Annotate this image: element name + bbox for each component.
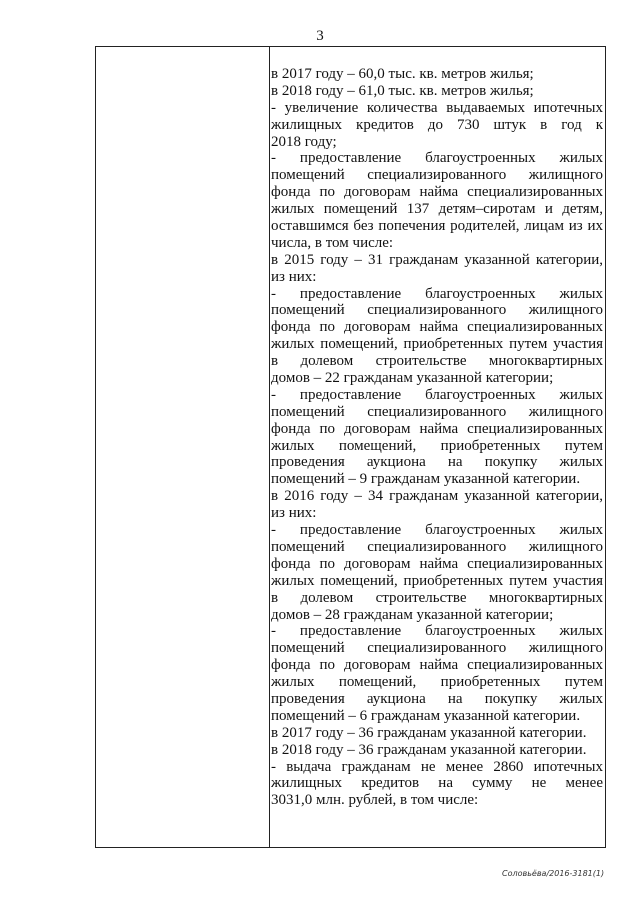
- text-line: помещений специализированного жилищного: [271, 640, 603, 657]
- text-line: в 2017 году – 60,0 тыс. кв. метров жилья;: [271, 66, 534, 82]
- text-line: - предоставление благоустроенных жилых: [271, 150, 603, 167]
- text-line: фонда по договорам найма специализированных: [271, 657, 603, 674]
- text-line: оставшимся без попечения родителей, лицам из их: [271, 218, 603, 235]
- text-line: - предоставление благоустроенных жилых: [271, 285, 603, 302]
- text-line: фонда по договорам найма специализированных: [271, 184, 603, 201]
- text-line: помещений – 6 гражданам указанной категории.: [271, 707, 581, 724]
- text-line: жилых помещений, приобретенных путем: [271, 437, 603, 454]
- text-line: в долевом строительстве многоквартирных: [271, 589, 603, 606]
- text-line: помещений специализированного жилищного: [271, 403, 603, 420]
- page-number: 3: [316, 28, 324, 44]
- text-line: жилых помещений 137 детям–сиротам и детям,: [271, 201, 603, 218]
- text-line: - увеличение количества выдаваемых ипотечных: [271, 99, 603, 116]
- text-line: помещений – 9 гражданам указанной категории.: [271, 471, 581, 488]
- text-line: 3031,0 млн. рублей, в том числе:: [271, 792, 479, 809]
- text-line: - выдача гражданам не менее 2860 ипотечных: [271, 758, 603, 775]
- text-line: проведения аукциона на покупку жилых: [271, 454, 603, 471]
- text-line: из них:: [271, 505, 317, 522]
- text-line: домов – 22 гражданам указанной категории;: [271, 370, 554, 387]
- text-line: в долевом строительстве многоквартирных: [271, 353, 603, 370]
- text-line: - предоставление благоустроенных жилых: [271, 623, 603, 640]
- text-line: фонда по договорам найма специализированных: [271, 319, 603, 336]
- document-table: [95, 46, 606, 848]
- text-line: фонда по договорам найма специализированных: [271, 420, 603, 437]
- text-line: помещений специализированного жилищного: [271, 167, 603, 184]
- text-line: проведения аукциона на покупку жилых: [271, 690, 603, 707]
- text-line: домов – 28 гражданам указанной категории;: [271, 606, 554, 623]
- text-line: жилых помещений, приобретенных путем: [271, 674, 603, 691]
- text-line: помещений специализированного жилищного: [271, 302, 603, 319]
- text-line: в 2017 году – 36 гражданам указанной категории.: [271, 724, 587, 741]
- text-line: помещений специализированного жилищного: [271, 538, 603, 555]
- text-line: - предоставление благоустроенных жилых: [271, 522, 603, 539]
- text-line: жилищных кредитов до 730 штук в год к: [271, 116, 603, 133]
- text-line: из них:: [271, 268, 317, 285]
- text-line: в 2015 году – 31 гражданам указанной категории,: [271, 251, 603, 268]
- text-line: числа, в том числе:: [271, 234, 394, 251]
- text-line: жилых помещений, приобретенных путем участия: [271, 572, 603, 589]
- text-line: в 2018 году – 36 гражданам указанной категории.: [271, 741, 587, 758]
- text-line: жилых помещений, приобретенных путем участия: [271, 336, 603, 353]
- text-line: жилищных кредитов на сумму не менее: [271, 775, 603, 792]
- text-line: 2018 году;: [271, 133, 337, 150]
- text-line: в 2018 году – 61,0 тыс. кв. метров жилья;: [271, 82, 534, 99]
- text-line: фонда по договорам найма специализированных: [271, 555, 603, 572]
- text-line: - предоставление благоустроенных жилых: [271, 386, 603, 403]
- text-line: в 2016 году – 34 гражданам указанной категории,: [271, 488, 603, 505]
- column-divider: [269, 47, 270, 847]
- table-cell-text: [271, 66, 603, 809]
- footer-code: Соловьёва/2016-3181(1): [502, 869, 605, 878]
